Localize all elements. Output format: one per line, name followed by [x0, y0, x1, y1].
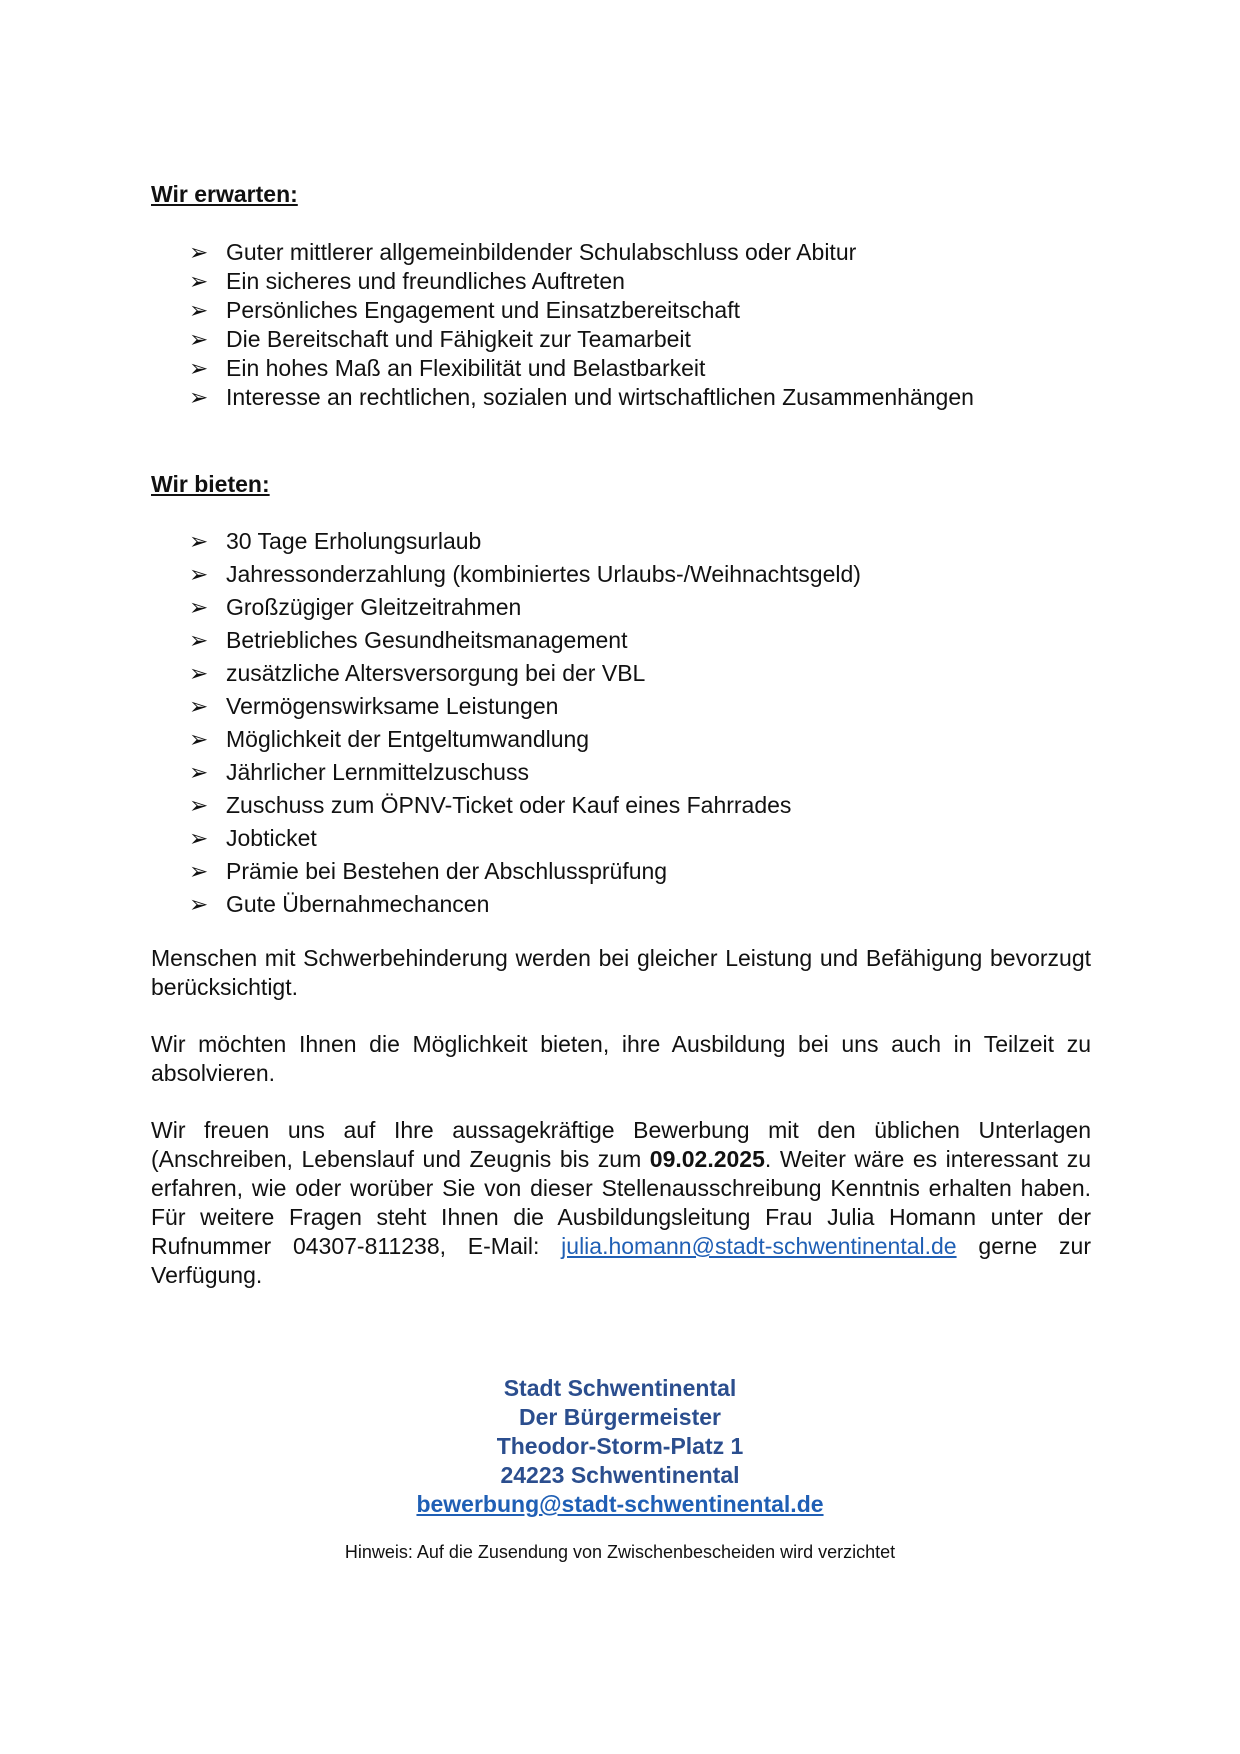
list-item: ➢ 30 Tage Erholungsurlaub — [189, 525, 1089, 558]
section-heading-offer: Wir bieten: — [151, 471, 270, 497]
list-item: ➢ Gute Übernahmechancen — [189, 888, 1089, 921]
arrow-bullet-icon: ➢ — [189, 326, 209, 352]
list-item: ➢ Zuschuss zum ÖPNV-Ticket oder Kauf eines Fahrrades — [189, 789, 1089, 822]
contact-city: 24223 Schwentinental — [500, 1462, 740, 1488]
list-item: ➢ Vermögenswirksame Leistungen — [189, 690, 1089, 723]
list-item: ➢ Jobticket — [189, 822, 1089, 855]
list-item: ➢ Persönliches Engagement und Einsatzbereitschaft — [189, 297, 740, 323]
arrow-bullet-icon: ➢ — [189, 693, 209, 719]
arrow-bullet-icon: ➢ — [189, 594, 209, 620]
footer-note: Hinweis: Auf die Zusendung von Zwischenbescheiden wird verzichtet — [344, 1542, 896, 1562]
arrow-bullet-icon: ➢ — [189, 239, 209, 265]
arrow-bullet-icon: ➢ — [189, 561, 209, 587]
list-item: ➢ Ein sicheres und freundliches Auftreten — [189, 268, 625, 294]
offer-list — [189, 525, 1089, 921]
list-item: ➢ Die Bereitschaft und Fähigkeit zur Teamarbeit — [189, 326, 691, 352]
list-item: ➢ Ein hohes Maß an Flexibilität und Belastbarkeit — [189, 355, 706, 381]
list-item: ➢ Jahressonderzahlung (kombiniertes Urlaubs-/Weihnachtsgeld) — [189, 558, 1089, 591]
contact-role: Der Bürgermeister — [519, 1404, 721, 1430]
expect-list — [189, 238, 1089, 412]
list-item: ➢ Betriebliches Gesundheitsmanagement — [189, 624, 1089, 657]
disability-paragraph: Menschen mit Schwerbehinderung werden bei gleicher Leistung und Befähigung bevorzugt berücksichtigt. — [151, 945, 1091, 1000]
arrow-bullet-icon: ➢ — [189, 825, 209, 851]
arrow-bullet-icon: ➢ — [189, 384, 209, 410]
contact-block — [0, 1374, 1240, 1519]
arrow-bullet-icon: ➢ — [189, 858, 209, 884]
list-item: ➢ Möglichkeit der Entgeltumwandlung — [189, 723, 1089, 756]
section-heading-expect: Wir erwarten: — [151, 181, 298, 207]
arrow-bullet-icon: ➢ — [189, 627, 209, 653]
list-item: ➢ Jährlicher Lernmittelzuschuss — [189, 756, 1089, 789]
arrow-bullet-icon: ➢ — [189, 792, 209, 818]
list-item: ➢ Großzügiger Gleitzeitrahmen — [189, 591, 1089, 624]
list-item: ➢ Guter mittlerer allgemeinbildender Schulabschluss oder Abitur — [189, 239, 857, 265]
application-paragraph: Wir freuen uns auf Ihre aussagekräftige Bewerbung mit den üblichen Unterlagen (Anschreiben, Lebenslauf und Zeugnis bis zum 09.02.2025. Weiter wäre es interessant zu erfahren, wie oder worüber Sie von dieser Stellenausschreibung Kenntnis erhalten haben. Für weitere Fragen steht Ihnen die Ausbildungsleitung Frau Julia Homann unter der Rufnummer 04307-811238, E-Mail: julia.homann@stadt-schwentinental.de gerne zur Verfügung. — [151, 1117, 1091, 1288]
arrow-bullet-icon: ➢ — [189, 891, 209, 917]
arrow-bullet-icon: ➢ — [189, 297, 209, 323]
list-item: ➢ Interesse an rechtlichen, sozialen und wirtschaftlichen Zusammenhängen — [189, 384, 974, 410]
arrow-bullet-icon: ➢ — [189, 355, 209, 381]
arrow-bullet-icon: ➢ — [189, 528, 209, 554]
part-time-paragraph: Wir möchten Ihnen die Möglichkeit bieten, ihre Ausbildung bei uns auch in Teilzeit zu absolvieren. — [151, 1031, 1091, 1086]
list-item: ➢ zusätzliche Altersversorgung bei der VBL — [189, 657, 1089, 690]
contact-email-link[interactable]: julia.homann@stadt-schwentinental.de — [561, 1233, 957, 1259]
contact-street: Theodor-Storm-Platz 1 — [496, 1433, 744, 1459]
arrow-bullet-icon: ➢ — [189, 726, 209, 752]
list-item: ➢ Prämie bei Bestehen der Abschlussprüfung — [189, 855, 1089, 888]
arrow-bullet-icon: ➢ — [189, 759, 209, 785]
application-email-link[interactable]: bewerbung@stadt-schwentinental.de — [416, 1491, 824, 1517]
arrow-bullet-icon: ➢ — [189, 660, 209, 686]
arrow-bullet-icon: ➢ — [189, 268, 209, 294]
contact-org: Stadt Schwentinental — [503, 1375, 737, 1401]
deadline-date: 09.02.2025 — [649, 1146, 765, 1172]
